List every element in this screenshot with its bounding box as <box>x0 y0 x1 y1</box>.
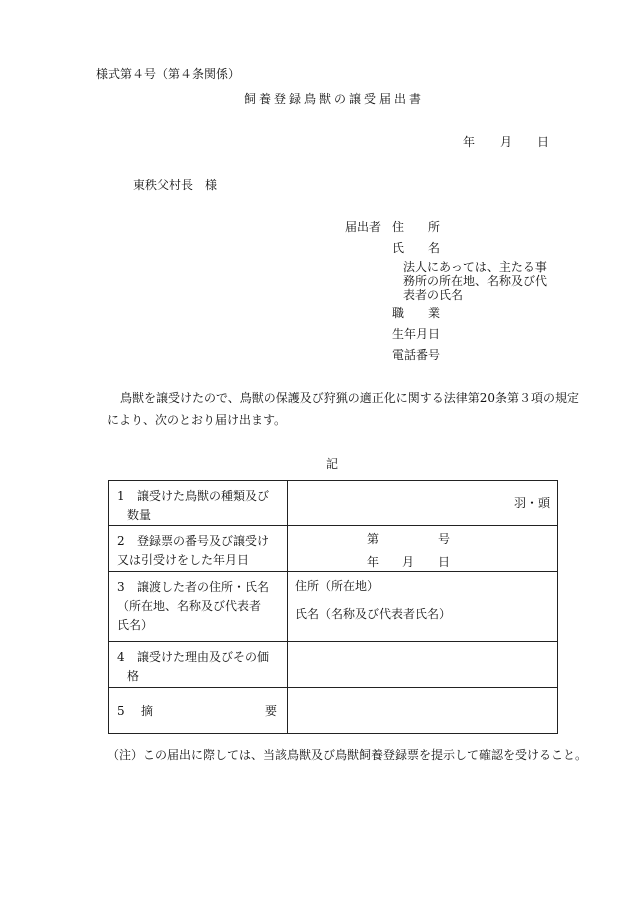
applicant-label: 届出者 <box>345 220 382 234</box>
row3-label: 3 譲渡した者の住所・氏名 （所在地、名称及び代表者 氏名） <box>109 572 288 642</box>
form-number: 様式第４号（第４条関係） <box>96 67 241 81</box>
applicant-phone-label: 電話番号 <box>392 348 441 362</box>
row4-label: 4 譲受けた理由及びその価 格 <box>109 642 288 688</box>
table-row <box>109 642 558 688</box>
table-row <box>109 481 558 526</box>
transferor-address-label: 住所（所在地） <box>295 579 380 593</box>
ki-heading: 記 <box>326 457 339 471</box>
row1-label: 1 譲受けた鳥獣の種類及び 数量 <box>109 481 288 526</box>
row4-value[interactable] <box>288 642 558 688</box>
row2-month: 月 <box>402 555 415 569</box>
document-title: 飼養登録鳥獣の譲受届出書 <box>244 92 425 106</box>
row2-value[interactable] <box>288 526 558 572</box>
row2-label: 2 登録票の番号及び譲受け 又は引受けをした年月日 <box>109 526 288 572</box>
applicant-address-label: 住 所 <box>392 220 441 234</box>
footnote: （注）この届出に際しては、当該鳥獣及び鳥獣飼養登録票を提示して確認を受けること。 <box>107 748 588 762</box>
body-text-line1: 鳥獣を譲受けたので、鳥獣の保護及び狩猟の適正化に関する法律第20条第３項の規定 <box>120 391 580 405</box>
unit-label: 羽・頭 <box>513 496 550 510</box>
applicant-name-label: 氏 名 <box>392 241 441 255</box>
row2-year: 年 <box>367 555 380 569</box>
details-table <box>108 480 558 734</box>
reg-no-suffix: 号 <box>438 532 451 546</box>
table-row <box>109 526 558 572</box>
table-row <box>109 688 558 734</box>
applicant-birthdate-label: 生年月日 <box>392 327 441 341</box>
row1-value[interactable] <box>288 481 558 526</box>
date-month: 月 <box>500 135 513 149</box>
date-day: 日 <box>537 135 550 149</box>
row5-value[interactable] <box>288 688 558 734</box>
table-row <box>109 572 558 642</box>
transferor-name-label: 氏名（名称及び代表者氏名） <box>295 607 452 621</box>
date-year: 年 <box>463 135 476 149</box>
corp-note-line3: 表者の氏名 <box>403 288 464 302</box>
applicant-occupation-label: 職 業 <box>392 306 441 320</box>
row5-label: 5 摘 要 <box>109 688 288 734</box>
corp-note-line1: 法人にあっては、主たる事 <box>403 260 547 274</box>
corp-note-line2: 務所の所在地、名称及び代 <box>403 274 548 288</box>
row3-value[interactable] <box>288 572 558 642</box>
addressee: 東秩父村長 様 <box>133 178 218 192</box>
body-text-line2: により、次のとおり届け出ます。 <box>107 413 287 427</box>
row2-day: 日 <box>438 555 451 569</box>
reg-no-prefix: 第 <box>367 532 380 546</box>
